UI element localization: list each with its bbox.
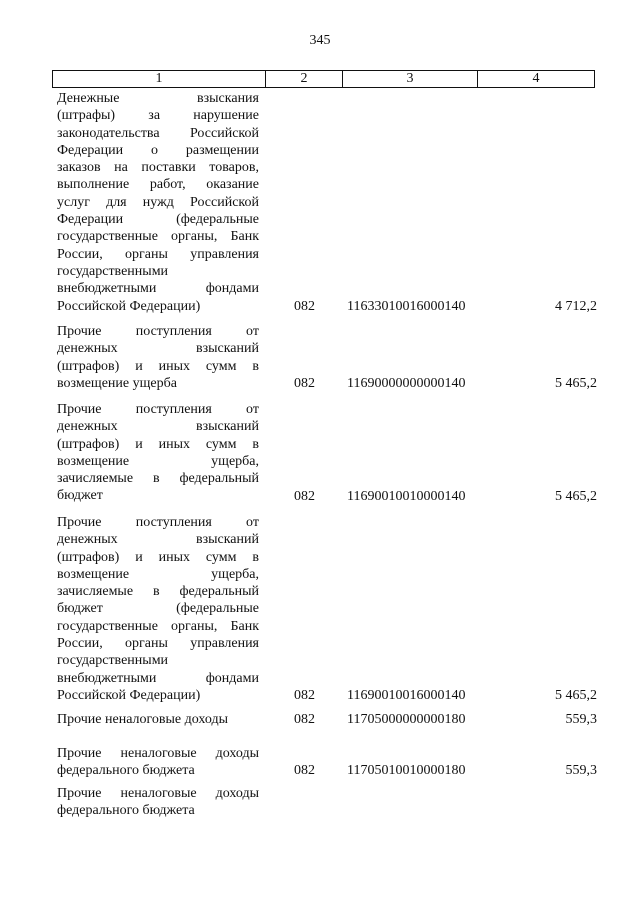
row-description (57, 785, 259, 820)
table-row (57, 745, 597, 780)
description-line: бюджет (федеральные (57, 601, 259, 617)
row-amount: 559,3 (565, 763, 597, 779)
description-line: России, органы управления (57, 636, 259, 652)
row-budget-code: 11690000000000140 (347, 375, 466, 391)
row-admin-code: 082 (294, 712, 315, 727)
description-line: зачисляемые в федеральный (57, 471, 259, 487)
description-line: возмещение ущерба (57, 375, 177, 391)
row-admin-code: 082 (294, 488, 315, 504)
description-line: федерального бюджета (57, 763, 195, 779)
column-header-4: 4 (478, 71, 595, 88)
row-admin-code: 082 (294, 763, 315, 779)
description-line: Российской Федерации) (57, 298, 201, 314)
description-line: денежных взысканий (57, 532, 259, 548)
row-amount: 5 465,2 (555, 688, 597, 703)
description-line: государственные органы, Банк (57, 618, 259, 634)
row-description (57, 323, 259, 392)
column-header-table (52, 70, 595, 88)
row-budget-code: 11705000000000180 (347, 712, 466, 727)
row-budget-code: 11690010010000140 (347, 488, 466, 504)
description-line: федерального бюджета (57, 803, 195, 819)
description-line: Прочие неналоговые доходы (57, 746, 259, 761)
description-line: бюджет (57, 488, 103, 504)
row-amount: 5 465,2 (555, 488, 597, 504)
description-line: Прочие неналоговые доходы (57, 786, 259, 801)
description-line: Прочие поступления от (57, 324, 259, 339)
table-row (57, 785, 597, 820)
column-header-3: 3 (343, 71, 478, 88)
description-line: заказов на поставки товаров, (57, 160, 259, 176)
description-line: государственными (57, 653, 169, 669)
description-line: внебюджетными фондами (57, 670, 259, 686)
row-description (57, 90, 259, 315)
row-admin-code: 082 (294, 688, 315, 703)
description-line: Федерации (федеральные (57, 212, 259, 228)
row-description (57, 514, 259, 704)
row-amount: 5 465,2 (555, 375, 597, 391)
description-line: законодательства Российской (57, 125, 259, 141)
description-line: (штрафы) за нарушение (57, 108, 259, 124)
description-line: Денежные взыскания (57, 91, 259, 106)
description-line: (штрафов) и иных сумм в (57, 358, 259, 374)
description-line: государственные органы, Банк (57, 229, 259, 245)
row-description (57, 711, 259, 728)
row-description (57, 745, 259, 780)
table-row (57, 401, 597, 505)
description-line: денежных взысканий (57, 419, 259, 435)
description-line: России, органы управления (57, 246, 259, 262)
description-line: Прочие поступления от (57, 402, 259, 417)
description-line: денежных взысканий (57, 341, 259, 357)
table-row (57, 323, 597, 392)
row-description (57, 401, 259, 505)
table-row (57, 90, 597, 315)
description-line: Федерации о размещении (57, 142, 259, 158)
description-line: (штрафов) и иных сумм в (57, 436, 259, 452)
description-line: Российской Федерации) (57, 687, 201, 703)
description-line: возмещение ущерба, (57, 566, 259, 582)
description-line: услуг для нужд Российской (57, 194, 259, 210)
column-header-1: 1 (53, 71, 266, 88)
column-header-2: 2 (266, 71, 343, 88)
page-number: 345 (309, 33, 331, 48)
description-line: государственными (57, 263, 169, 279)
row-budget-code: 11690010016000140 (347, 688, 466, 703)
description-line: Прочие поступления от (57, 515, 259, 530)
row-budget-code: 11633010016000140 (347, 298, 466, 314)
table-row (57, 514, 597, 704)
description-line: (штрафов) и иных сумм в (57, 549, 259, 565)
description-line: Прочие неналоговые доходы (57, 712, 229, 727)
row-admin-code: 082 (294, 375, 315, 391)
table-row (57, 711, 597, 728)
row-budget-code: 11705010010000180 (347, 763, 466, 779)
description-line: возмещение ущерба, (57, 453, 259, 469)
description-line: выполнение работ, оказание (57, 177, 259, 193)
description-line: внебюджетными фондами (57, 281, 259, 297)
row-amount: 4 712,2 (555, 298, 597, 314)
row-admin-code: 082 (294, 298, 315, 314)
description-line: зачисляемые в федеральный (57, 584, 259, 600)
row-amount: 559,3 (565, 712, 597, 727)
